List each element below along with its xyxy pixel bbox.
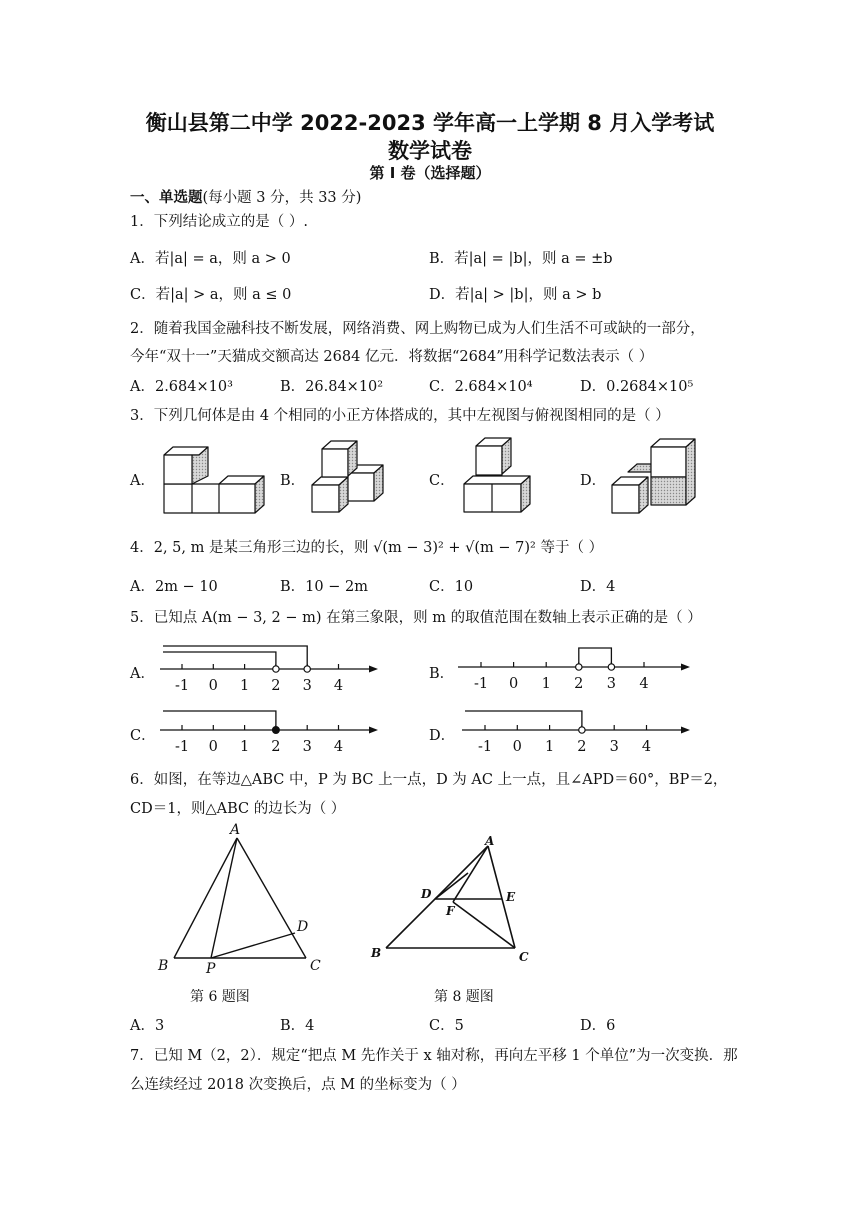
q5c-tick-label: 4 [333,739,344,755]
q5b-tick-label: 1 [541,676,551,692]
fig8-caption: 第 8 题图 [434,989,494,1005]
q4-option-b: B．10 − 2m [280,579,368,595]
q6-option-c: C．5 [429,1018,464,1034]
fig6-label-a: A [230,822,241,838]
q3-option-b: B． [280,473,306,489]
fig6-label-p: P [206,961,216,977]
fig8-label-f: F [446,904,455,918]
fig8-label-a: A [485,834,495,848]
fig8-label-d: D [421,887,432,901]
q1-option-c: C．若|a| > a，则 a ≤ 0 [130,287,292,303]
fig6-label-b: B [158,958,169,974]
fig6-label-c: C [310,958,321,974]
q5a-tick-label: 0 [208,678,218,694]
q2-option-c: C．2.684×10⁴ [429,379,533,395]
q1-stem: 1．下列结论成立的是（ ）. [130,214,308,230]
fig8-label-c: C [519,950,529,964]
q4-option-d: D．4 [580,579,616,595]
q1-option-b: B．若|a| = |b|，则 a = ±b [429,251,613,267]
q5b-tick-label: 0 [508,676,519,692]
section-title: 第 I 卷（选择题） [369,164,491,182]
part-note: (每小题 3 分，共 33 分) [202,190,362,206]
q5b-tick-label: 3 [606,676,617,692]
q5c-tick-label: 3 [302,739,312,755]
q7-line2: 么连续经过 2018 次变换后，点 M 的坐标变为（ ） [130,1077,466,1093]
q5d-tick-label: 4 [641,739,652,755]
q5b-tick-label: 2 [574,676,584,692]
q4-option-a: A．2m − 10 [130,579,218,595]
q3-option-c: C． [429,473,455,489]
fig8-label-e: E [506,890,516,904]
q6-option-d: D．6 [580,1018,616,1034]
q5a-tick-label: 4 [333,678,344,694]
q1-option-a: A．若|a| = a，则 a > 0 [130,251,291,267]
q3-option-d: D． [580,473,607,489]
q7-line1: 7．已知 M（2，2）．规定“把点 M 先作关于 x 轴对称，再向左平移 1 个单位”为一次变换．那 [130,1048,738,1064]
q5c-tick-label: -1 [174,739,190,755]
exam-subtitle: 数学试卷 [388,139,472,163]
figure-6-triangle [174,838,309,958]
q6-line2: CD＝1，则△ABC 的边长为（ ） [130,801,346,817]
fig8-label-b: B [371,946,382,960]
q2-option-b: B．26.84×10² [280,379,384,395]
part-heading-label: 一、单选题 [130,190,203,206]
q5b-tick-label: -1 [473,676,489,692]
q5d-tick-label: 0 [512,739,522,755]
q6-option-a: A．3 [130,1018,165,1034]
q5-option-c: C． [130,728,156,744]
q5d-tick-label: 2 [577,739,587,755]
figure-8-triangle [386,846,515,948]
q2-line2: 今年“双十一”天猫成交额高达 2684 亿元．将数据“2684”用科学记数法表示（ ） [130,349,654,365]
q2-option-d: D．0.2684×10⁵ [580,379,694,395]
q5d-tick-label: -1 [477,739,493,755]
q5c-tick-label: 2 [271,739,281,755]
q5c-tick-label: 0 [208,739,218,755]
q2-option-a: A．2.684×10³ [130,379,233,395]
fig6-label-d: D [297,919,309,935]
q5d-tick-label: 1 [544,739,555,755]
q5b-tick-label: 4 [639,676,649,692]
q5d-tick-label: 3 [609,739,619,755]
q5c-tick-label: 1 [239,739,250,755]
q5a-tick-label: -1 [174,678,190,694]
q5-option-a: A． [130,666,155,682]
q5-stem: 5．已知点 A(m − 3, 2 − m) 在第三象限，则 m 的取值范围在数轴上表示正确的是（ ） [130,610,702,626]
exam-title: 衡山县第二中学 2022-2023 学年高一上学期 8 月入学考试 [145,111,715,135]
q3-option-a: A． [130,473,155,489]
q1-option-d: D．若|a| > |b|，则 a > b [429,287,602,303]
q5-option-d: D． [429,728,456,744]
q5-option-b: B． [429,666,455,682]
q5a-tick-label: 3 [302,678,312,694]
q3-stem: 3．下列几何体是由 4 个相同的小正方体搭成的，其中左视图与俯视图相同的是（ ） [130,408,670,424]
q6-option-b: B．4 [280,1018,315,1034]
q4-stem: 4．2, 5, m 是某三角形三边的长，则 √(m − 3)² + √(m − 7)² 等于（ ） [130,540,604,556]
q2-line1: 2．随着我国金融科技不断发展，网络消费、网上购物已成为人们生活不可或缺的一部分， [130,321,705,337]
q4-option-c: C．10 [429,579,474,595]
q6-line1: 6．如图，在等边△ABC 中，P 为 BC 上一点，D 为 AC 上一点，且∠APD＝60°，BP＝2， [130,772,728,788]
fig6-caption: 第 6 题图 [190,989,250,1005]
q5a-tick-label: 1 [239,678,250,694]
q5a-tick-label: 2 [271,678,281,694]
